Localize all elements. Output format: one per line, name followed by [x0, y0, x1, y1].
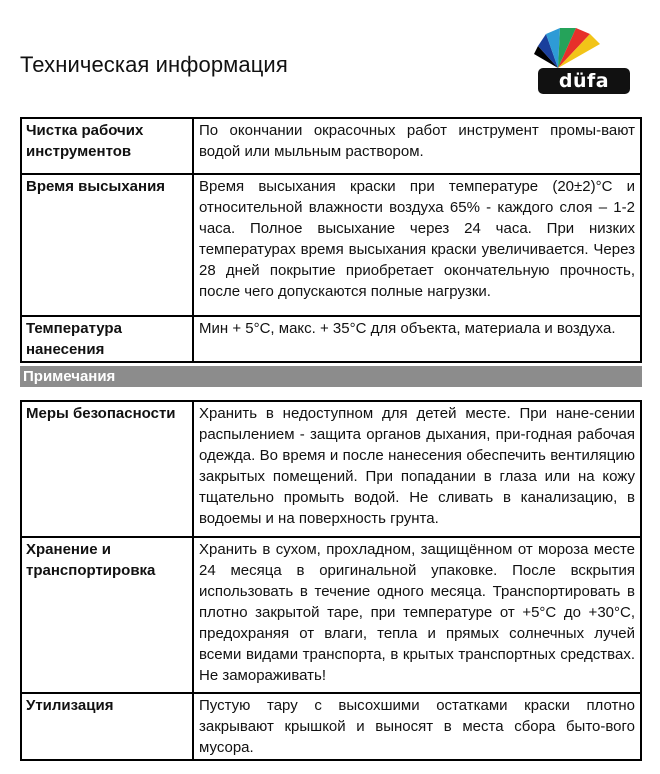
- row-label: Хранение и транспортировка: [21, 537, 193, 693]
- row-value: Пустую тару с высохшими остатками краски плотно закрывают крышкой и выносят в места сбора быто-вого мусора.: [193, 693, 641, 760]
- row-value: Хранить в недоступном для детей месте. При нане-сении распылением - защита органов дыхания, при-годная рабочая одежда. Во время и после нанесения обеспечить вентиляцию закрытых помещений. При попадании в глаза или на кожу тщательно промыть водой. Не сливать в канализацию, в водоемы и на поверхность грунта.: [193, 401, 641, 537]
- row-label: Чистка рабочих инструментов: [21, 118, 193, 174]
- technical-info-table: [20, 117, 642, 363]
- table-row: [21, 401, 641, 537]
- row-value: Время высыхания краски при температуре (20±2)°С и относительной влажности воздуха 65% - каждого слоя – 1-2 часа. Полное высыхание через 24 часа. При низких температурах время высыхания краски увеличивается. Через 28 дней покрытие приобретает окончательную прочность, после чего допускаются полные нагрузки.: [193, 174, 641, 316]
- notes-table: [20, 400, 642, 761]
- page-title: Техническая информация: [20, 52, 288, 77]
- table-row: [21, 174, 641, 316]
- table-row: [21, 316, 641, 362]
- row-label: Утилизация: [21, 693, 193, 760]
- row-value: По окончании окрасочных работ инструмент промы-вают водой или мыльным раствором.: [193, 118, 641, 174]
- row-label: Время высыхания: [21, 174, 193, 316]
- table-row: [21, 118, 641, 174]
- table-row: [21, 693, 641, 760]
- brand-logo: düfa: [538, 68, 630, 94]
- table-row: [21, 537, 641, 693]
- row-label: Меры безопасности: [21, 401, 193, 537]
- row-value: Мин + 5°С, макс. + 35°С для объекта, материала и воздуха.: [193, 316, 641, 362]
- row-value: Хранить в сухом, прохладном, защищённом от мороза месте 24 месяца в оригинальной упаковке. После вскрытия использовать в течение одного месяца. Транспортировать в плотно закрытой таре, при температуре от +5°С до +30°С, предохраняя от влаги, тепла и прямых солнечных лучей всеми видами транспорта, в крытых транспортных средствах. Не замораживать!: [193, 537, 641, 693]
- section-header-notes: Примечания: [20, 366, 642, 387]
- row-label: Температура нанесения: [21, 316, 193, 362]
